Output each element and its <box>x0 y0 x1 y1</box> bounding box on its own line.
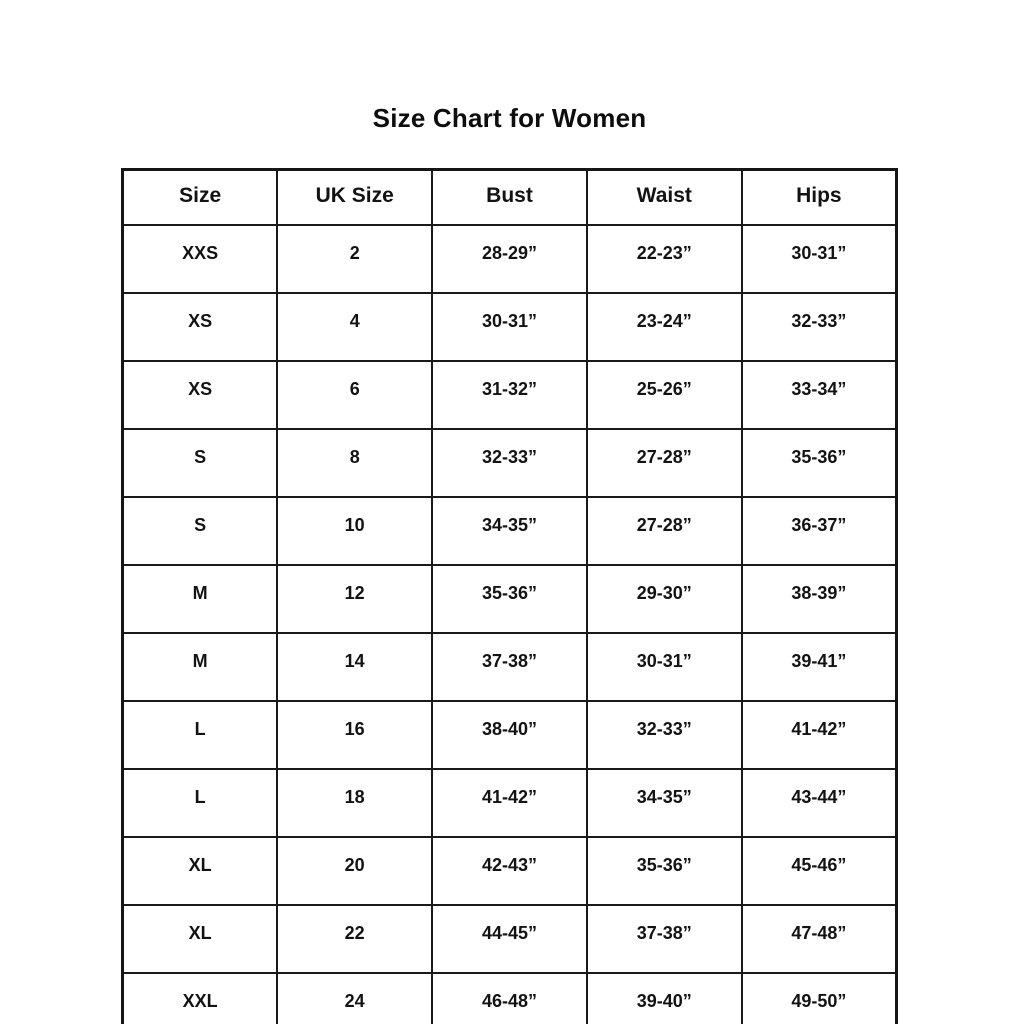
table-cell: 41-42” <box>742 701 897 769</box>
table-body <box>123 225 897 1024</box>
table-cell: 2 <box>277 225 432 293</box>
table-cell: 35-36” <box>587 837 742 905</box>
table-cell: L <box>123 701 278 769</box>
table-cell: S <box>123 429 278 497</box>
table-cell: 49-50” <box>742 973 897 1024</box>
table-cell: 32-33” <box>742 293 897 361</box>
table-cell: XXS <box>123 225 278 293</box>
table-cell: 37-38” <box>587 905 742 973</box>
table-cell: 14 <box>277 633 432 701</box>
table-cell: 45-46” <box>742 837 897 905</box>
table-row <box>123 565 897 633</box>
page-title: Size Chart for Women <box>372 103 647 133</box>
table-row <box>123 905 897 973</box>
table-cell: 43-44” <box>742 769 897 837</box>
table-row <box>123 225 897 293</box>
table-cell: 42-43” <box>432 837 587 905</box>
table-cell: 44-45” <box>432 905 587 973</box>
table-cell: 31-32” <box>432 361 587 429</box>
table-cell: 22-23” <box>587 225 742 293</box>
table-cell: 46-48” <box>432 973 587 1024</box>
table-cell: 23-24” <box>587 293 742 361</box>
table-cell: 12 <box>277 565 432 633</box>
table-cell: 38-39” <box>742 565 897 633</box>
table-cell: XL <box>123 837 278 905</box>
table-cell: 4 <box>277 293 432 361</box>
header-row <box>123 170 897 226</box>
table-cell: XS <box>123 293 278 361</box>
table-row <box>123 429 897 497</box>
table-cell: M <box>123 633 278 701</box>
table-row <box>123 769 897 837</box>
table-cell: 39-40” <box>587 973 742 1024</box>
table-cell: XL <box>123 905 278 973</box>
table-cell: 37-38” <box>432 633 587 701</box>
table-cell: 32-33” <box>587 701 742 769</box>
header-cell: UK Size <box>277 170 432 226</box>
table-cell: 32-33” <box>432 429 587 497</box>
table-cell: M <box>123 565 278 633</box>
table-cell: L <box>123 769 278 837</box>
table-cell: 16 <box>277 701 432 769</box>
table-cell: 25-26” <box>587 361 742 429</box>
table-row <box>123 973 897 1024</box>
table-row <box>123 837 897 905</box>
header-cell: Waist <box>587 170 742 226</box>
table-cell: 39-41” <box>742 633 897 701</box>
table-header <box>123 170 897 226</box>
table-cell: 18 <box>277 769 432 837</box>
table-cell: 34-35” <box>432 497 587 565</box>
table-cell: 34-35” <box>587 769 742 837</box>
header-cell: Size <box>123 170 278 226</box>
table-cell: 10 <box>277 497 432 565</box>
table-cell: 28-29” <box>432 225 587 293</box>
table-cell: 30-31” <box>742 225 897 293</box>
table-row <box>123 361 897 429</box>
table-cell: 33-34” <box>742 361 897 429</box>
table-row <box>123 497 897 565</box>
table-row <box>123 701 897 769</box>
table-cell: 41-42” <box>432 769 587 837</box>
size-chart-table <box>121 168 898 1024</box>
table-cell: 24 <box>277 973 432 1024</box>
table-cell: 47-48” <box>742 905 897 973</box>
table-row <box>123 633 897 701</box>
header-cell: Hips <box>742 170 897 226</box>
table-cell: S <box>123 497 278 565</box>
table-cell: 27-28” <box>587 429 742 497</box>
table-cell: 6 <box>277 361 432 429</box>
table-cell: 22 <box>277 905 432 973</box>
table-cell: 27-28” <box>587 497 742 565</box>
table-cell: XXL <box>123 973 278 1024</box>
table-cell: 38-40” <box>432 701 587 769</box>
table-cell: 35-36” <box>742 429 897 497</box>
table-cell: 20 <box>277 837 432 905</box>
table-cell: 36-37” <box>742 497 897 565</box>
table-cell: 30-31” <box>587 633 742 701</box>
table-cell: 8 <box>277 429 432 497</box>
table-cell: 30-31” <box>432 293 587 361</box>
table-cell: 35-36” <box>432 565 587 633</box>
table-cell: 29-30” <box>587 565 742 633</box>
header-cell: Bust <box>432 170 587 226</box>
table-cell: XS <box>123 361 278 429</box>
table-row <box>123 293 897 361</box>
